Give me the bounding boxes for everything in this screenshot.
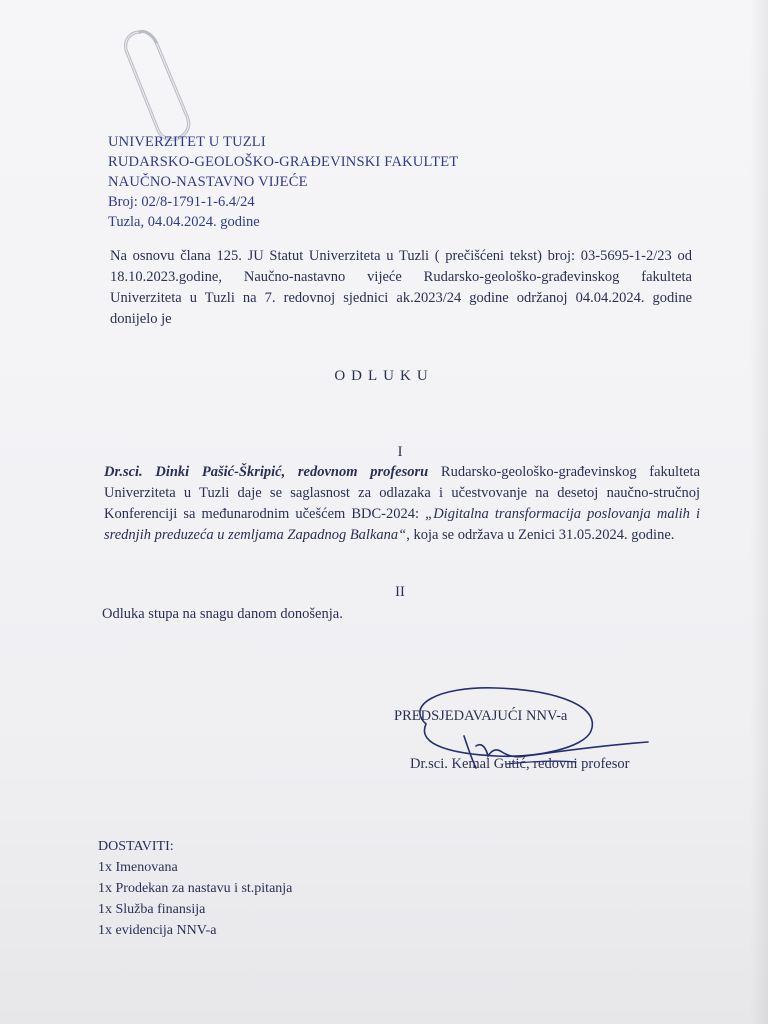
paperclip-icon bbox=[112, 26, 202, 146]
section-1-text-b: , koja se održava u Zenici 31.05.2024. godine. bbox=[406, 527, 675, 543]
distribution-heading: DOSTAVITI: bbox=[98, 839, 174, 854]
distribution-item: 1x Imenovana bbox=[98, 860, 178, 875]
conference-title: „Digitalna transformacija poslovanja malih i srednjih preduzeća u zemljama Zapadnog Balkana“ bbox=[104, 506, 700, 543]
document-header bbox=[108, 132, 458, 232]
handwritten-signature bbox=[386, 676, 656, 786]
distribution-item: 1x evidencija NNV-a bbox=[98, 923, 217, 938]
distribution-item: 1x Prodekan za nastavu i st.pitanja bbox=[98, 881, 293, 896]
section-2-text: Odluka stupa na snagu danom donošenja. bbox=[102, 606, 343, 622]
council-name: NAUČNO-NASTAVNO VIJEĆE bbox=[108, 174, 308, 190]
distribution-list bbox=[98, 836, 292, 941]
recipient-name: Dr.sci. Dinki Pašić-Škripić, redovnom profesoru bbox=[104, 464, 429, 480]
faculty-name: RUDARSKO-GEOLOŠKO-GRAĐEVINSKI FAKULTET bbox=[108, 154, 459, 170]
section-1-text bbox=[104, 462, 700, 546]
intro-paragraph: Na osnovu člana 125. JU Statut Univerziteta u Tuzli ( prečišćeni tekst) broj: 03-5695-1-2/23 od 18.10.2023.godine, Naučno-nastavno vijeće Rudarsko-geološko-građevinskog fakulteta Univerziteta u Tuzli na 7. redovnoj sjednici ak.2023/24 godine održanoj 04.04.2024. godine donijelo je bbox=[110, 248, 692, 327]
distribution-item: 1x Služba finansija bbox=[98, 902, 206, 917]
section-number-2: II bbox=[395, 584, 405, 600]
section-number-1: I bbox=[397, 444, 403, 460]
place-date: Tuzla, 04.04.2024. godine bbox=[108, 214, 260, 230]
document-number: Broj: 02/8-1791-1-6.4/24 bbox=[108, 194, 255, 210]
section-1-text-a: Rudarsko-geološko-građevinskog fakulteta Univerziteta u Tuzli daje se saglasnost za odlazaka i učestvovanje na desetoj naučno-stručnoj Konferenciji sa međunarodnim učešćem BDC-2024: bbox=[104, 464, 701, 522]
page-edge-shadow bbox=[750, 0, 768, 1024]
university-name: UNIVERZITET U TUZLI bbox=[108, 134, 266, 150]
signatory-title: PREDSJEDAVAJUĆI NNV-a bbox=[394, 708, 568, 724]
document-title: ODLUKU bbox=[334, 368, 434, 384]
signatory-name: Dr.sci. Kemal Gutić, redovni profesor bbox=[410, 756, 630, 772]
